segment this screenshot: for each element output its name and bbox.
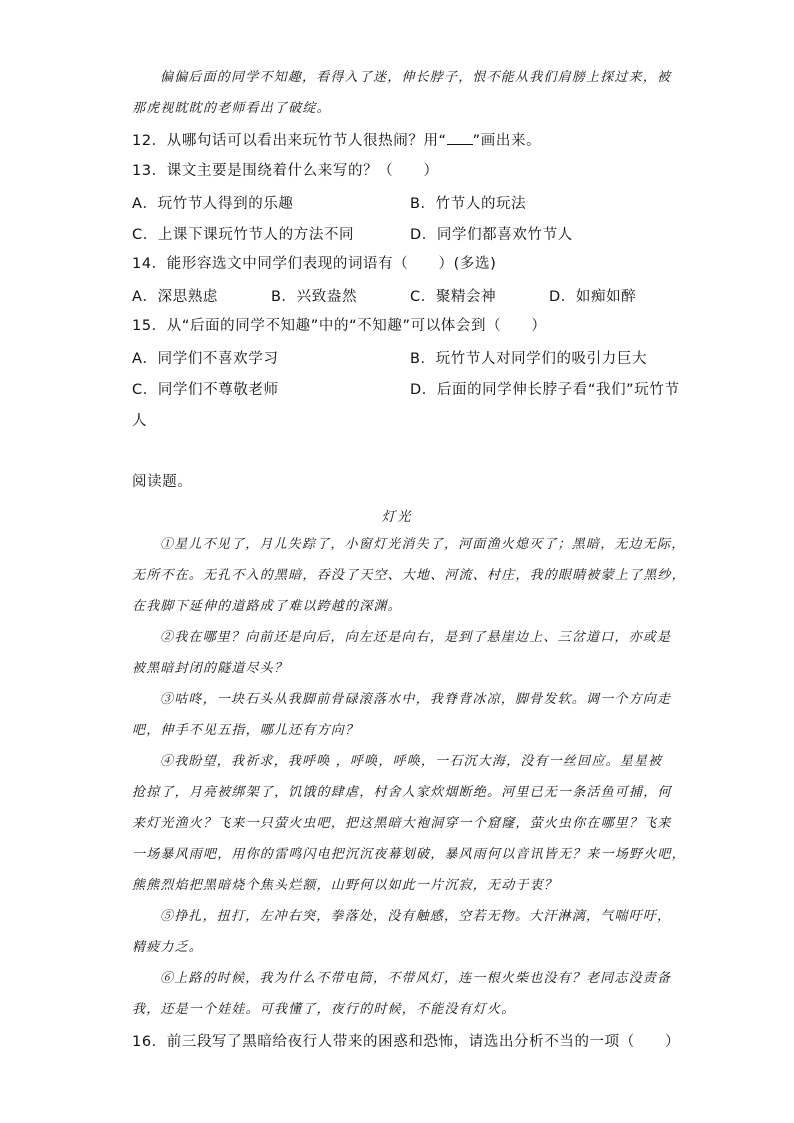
- excerpt-line: 那虎视眈眈的老师看出了破绽。: [132, 101, 331, 116]
- option-c: C．聚精会神: [410, 289, 497, 305]
- option-d: D．如痴如醉: [549, 289, 637, 305]
- option-d: D．后面的同学伸长脖子看“我们”玩竹节: [410, 382, 680, 398]
- question-12-suffix: ”画出来。: [472, 133, 542, 149]
- passage-line: ⑥上路的时候，我为什么不带电筒，不带风灯，连一根火柴也没有？老同志没责备: [160, 971, 672, 986]
- option-b: B．玩竹节人对同学们的吸引力巨大: [410, 351, 648, 367]
- option-d: D．同学们都喜欢竹节人: [410, 227, 573, 243]
- passage-line: ③咕咚，一块石头从我脚前骨碌滚落水中，我脊背冰凉，脚骨发软。调一个方向走: [160, 692, 672, 707]
- option-b: B．竹节人的玩法: [410, 196, 527, 212]
- section-heading: 阅读题。: [132, 474, 193, 490]
- passage-line: ①星儿不见了，月儿失踪了，小窗灯光消失了，河面渔火熄灭了；黑暗，无边无际，: [160, 537, 686, 552]
- passage-line: 被黑暗封闭的隧道尽头？: [132, 661, 289, 676]
- passage-line: 在我脚下延伸的道路成了难以跨越的深渊。: [132, 599, 402, 614]
- passage-line: 抢掠了，月亮被绑架了，饥饿的肆虐，村舍人家炊烟断绝。河里已无一条活鱼可捕，何: [132, 785, 672, 800]
- question-14-stem: 14．能形容选文中同学们表现的词语有（ ）(多选): [132, 256, 497, 272]
- passage-line: 精疲力乏。: [132, 940, 204, 955]
- question-16-stem: 16．前三段写了黑暗给夜行人带来的困惑和恐怖，请选出分析不当的一项（ ）: [132, 1034, 681, 1050]
- passage-line: ②我在哪里？向前还是向后，向左还是向右，是到了悬崖边上、三岔道口，亦或是: [160, 630, 672, 645]
- passage-line: 一场暴风雨吧，用你的雷鸣闪电把沉沉夜幕划破，暴风雨何以音讯皆无？来一场野火吧，: [132, 847, 686, 862]
- passage-line: 熊熊烈焰把黑暗烧个焦头烂额，山野何以如此一片沉寂，无动于衷？: [132, 878, 559, 893]
- passage-title: 灯光: [381, 509, 413, 525]
- passage-line: 来灯光渔火？飞来一只萤火虫吧，把这黑暗大袍洞穿一个窟窿，萤火虫你在哪里？飞来: [132, 816, 672, 831]
- answer-blank: [447, 130, 473, 145]
- passage-line: 无所不在。无孔不入的黑暗，吞没了天空、大地、河流、村庄，我的眼睛被蒙上了黑纱，: [132, 568, 686, 583]
- option-c: C．上课下课玩竹节人的方法不同: [132, 227, 355, 243]
- excerpt-line: 偏偏后面的同学不知趣，看得入了迷，伸长脖子，恨不能从我们肩膀上探过来，被: [160, 70, 672, 85]
- option-b: B．兴致盎然: [271, 289, 358, 305]
- question-13-stem: 13．课文主要是围绕着什么来写的？（ ）: [132, 163, 439, 179]
- passage-line: ④我盼望，我祈求，我呼唤 ，呼唤，呼唤，一石沉大海，没有一丝回应。星星被: [160, 754, 663, 769]
- passage-line: ⑤挣扎，扭打，左冲右突，拳落处，没有触感，空若无物。大汗淋漓，气喘吁吁，: [160, 909, 672, 924]
- option-d-continuation: 人: [132, 413, 148, 429]
- passage-line: 吧，伸手不见五指，哪儿还有方向？: [132, 723, 360, 738]
- option-a: A．玩竹节人得到的乐趣: [132, 196, 294, 212]
- question-12-prefix: 12．从哪句话可以看出来玩竹节人很热闹？用“: [132, 133, 447, 149]
- option-c: C．同学们不尊敬老师: [132, 382, 279, 398]
- question-12: [132, 130, 541, 151]
- passage-line: 我，还是一个娃娃。可我懂了，夜行的时候，不能没有灯火。: [132, 1002, 516, 1017]
- question-15-stem: 15．从“后面的同学不知趣”中的“不知趣”可以体会到（ ）: [132, 318, 547, 334]
- option-a: A．深思熟虑: [132, 289, 219, 305]
- option-a: A．同学们不喜欢学习: [132, 351, 279, 367]
